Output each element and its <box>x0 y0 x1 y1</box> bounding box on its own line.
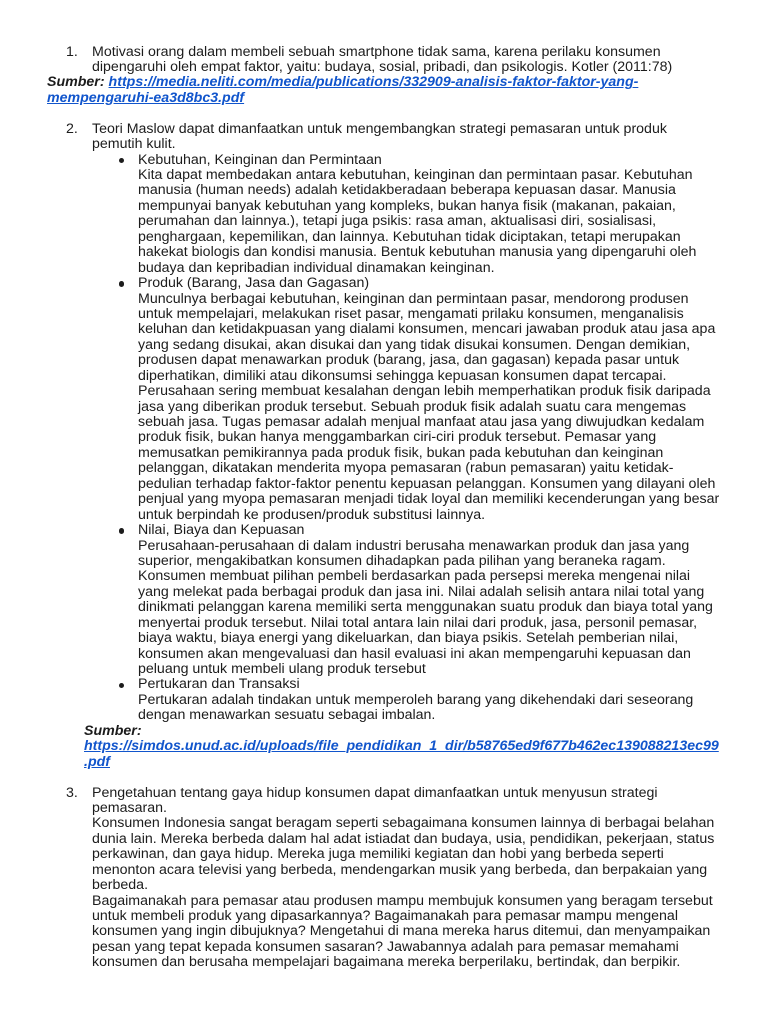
bullet-text-line: produsen dapat menawarkan produk (barang, jasa, dan gagasan) kepada pasar untuk <box>138 352 680 369</box>
text-row <box>0 508 768 523</box>
item-number: 2. <box>66 120 78 137</box>
body-text-line: dunia lain. Mereka berbeda dalam hal adat istiadat dan budaya, usia, pendidikan, pekerjaan, status <box>92 830 715 847</box>
list-item-2 <box>0 122 768 770</box>
document-body <box>0 45 768 971</box>
bullet-item-nilai <box>0 523 768 677</box>
text-row <box>0 523 768 538</box>
bullet-text-line: Perusahaan-perusahaan di dalam industri berusaha menawarkan produk dan jasa yang <box>138 537 690 554</box>
text-row <box>0 616 768 631</box>
bullet-text-line: diperhatikan, dimiliki atau dikonsumsi sehingga kepuasan konsumen dapat tercapai. <box>138 367 667 384</box>
list-item-3 <box>0 786 768 971</box>
bullet-item-pertukaran <box>0 677 768 723</box>
paragraph-spacer <box>0 106 768 121</box>
item-number: 3. <box>66 784 78 801</box>
bullet-text-line: penghargaan, kepemilikan, dan lainnya. Kebutuhan tidak diciptakan, tetapi merupakan <box>138 228 681 245</box>
text-row <box>0 183 768 198</box>
source-row <box>0 724 768 739</box>
text-row <box>0 353 768 368</box>
bullet-icon <box>119 281 125 287</box>
item-text-line: Pengetahuan tentang gaya hidup konsumen dapat dimanfaatkan untuk menyusun strategi <box>92 784 658 801</box>
body-text-line: untuk membeli produk yang dipasarkannya? Bagaimanakah para pemasar mampu mengenal <box>92 908 678 924</box>
text-row <box>0 631 768 646</box>
source-label: Sumber: <box>47 74 105 91</box>
bullet-icon <box>119 528 125 534</box>
text-row <box>0 137 768 152</box>
body-text-line: pesan yang tepat kepada konsumen sasaran? Jawabannya adalah para pemasar memahami <box>92 938 679 955</box>
bullet-text-line: manusia (human needs) adalah ketidakberadaan beberapa kepuasan dasar. Manusia <box>138 182 676 199</box>
text-row <box>0 677 768 692</box>
text-row <box>0 477 768 492</box>
text-row <box>0 924 768 939</box>
text-row <box>0 955 768 970</box>
bullet-text-line: budaya dan kepribadian individual dinamakan keinginan. <box>138 259 495 276</box>
text-row <box>0 292 768 307</box>
bullet-text-line: mempunyai banyak kebutuhan yang kompleks, bukan hanya fisik (makanan, pakaian, <box>138 197 676 214</box>
bullet-text-line: Pertukaran adalah tindakan untuk memperoleh barang yang dikehendaki dari seseorang <box>138 691 694 708</box>
bullet-text-line: sebuah jasa. Tugas pemasar adalah menjual manfaat atau jasa yang diwujudkan kedalam <box>138 414 705 430</box>
text-row <box>0 878 768 893</box>
text-row <box>0 153 768 168</box>
text-row <box>0 554 768 569</box>
text-row <box>0 230 768 245</box>
text-row <box>0 461 768 476</box>
text-row <box>0 214 768 229</box>
text-row <box>0 400 768 415</box>
source-row <box>0 739 768 754</box>
text-row <box>0 122 768 137</box>
item-text-line: pemutih kulit. <box>92 136 176 153</box>
text-row <box>0 847 768 862</box>
item-text-line: Teori Maslow dapat dimanfaatkan untuk mengembangkan strategi pemasaran untuk produk <box>92 120 667 137</box>
source-row <box>0 75 768 90</box>
text-row <box>0 369 768 384</box>
bullet-title: Produk (Barang, Jasa dan Gagasan) <box>138 275 370 292</box>
bullet-text-line: memusatkan pemikirannya pada produk fisik, bukan pada kebutuhan dan keinginan <box>138 444 664 461</box>
source-label: Sumber: <box>84 722 142 739</box>
bullet-title: Kebutuhan, Keinginan dan Permintaan <box>138 151 382 168</box>
text-row <box>0 816 768 831</box>
body-text-line: Konsumen Indonesia sangat beragam seperti sebagaimana konsumen lainnya di berbagai belahan <box>92 815 715 832</box>
source-link-neliti[interactable]: https://media.neliti.com/media/publications/332909-analisis-faktor-faktor-yang- <box>108 74 639 91</box>
bullet-text-line: biaya waktu, biaya energi yang dikeluarkan, dan biaya psikis. Setelah pemberian nilai, <box>138 630 679 647</box>
bullet-text-line: dinikmati pelanggan karena memiliki serta menggunakan suatu produk dan biaya total yang <box>138 599 713 616</box>
text-row <box>0 894 768 909</box>
bullet-text-line: pedulian terhadap faktor-faktor penentu kepuasan pelanggan. Konsumen yang dilayani oleh <box>138 475 716 492</box>
bullet-text-line: yang sedang disukai, akan disukai dan yang tidak disukai konsumen. Dengan demikian, <box>138 336 691 353</box>
list-item-1 <box>0 45 768 107</box>
text-row <box>0 539 768 554</box>
text-row <box>0 662 768 677</box>
bullet-text-line: hakekat biologis dan kondisi manusia. Bentuk kebutuhan manusia yang dipengaruhi oleh <box>138 244 697 261</box>
bullet-text-line: penjual yang myopa pemasaran menjadi tidak loyal dan memiliki kecenderungan yang besar <box>138 491 720 508</box>
bullet-text-line: keluhan dan ketidakpuasan yang dialami konsumen, mencari jawaban produk atau jasa apa <box>138 321 716 338</box>
bullet-icon <box>119 683 125 689</box>
bullet-text-line: perumahan dan lainnya.), tetapi juga psikis: rasa aman, aktualisasi diri, sosialisasi, <box>138 213 657 230</box>
bullet-text-line: Perusahaan sering membuat kesalahan dengan lebih memperhatikan produk fisik daripada <box>138 383 711 400</box>
text-row <box>0 585 768 600</box>
text-row <box>0 786 768 801</box>
text-row <box>0 492 768 507</box>
bullet-text-line: dengan menawarkan sesuatu sebagai imbalan. <box>138 707 436 724</box>
bullet-title: Pertukaran dan Transaksi <box>138 676 300 693</box>
text-row <box>0 430 768 445</box>
bullet-icon <box>119 158 125 164</box>
bullet-text-line: produk fisik, bukan hanya menggambarkan ciri-ciri produk tersebut. Pemasar yang <box>138 429 657 446</box>
text-row <box>0 415 768 430</box>
item-text-line: Motivasi orang dalam membeli sebuah smartphone tidak sama, karena perilaku konsumen <box>92 43 661 60</box>
item-text-line: dipengaruhi oleh empat faktor, yaitu: budaya, sosial, pribadi, dan psikologis. Kotler (2011:78) <box>92 58 673 75</box>
text-row <box>0 801 768 816</box>
bullet-text-line: untuk mempelajari, melakukan riset pasar, mengamati prilaku konsumen, menganalisis <box>138 305 684 322</box>
text-row <box>0 446 768 461</box>
bullet-text-line: peluang untuk membeli ulang produk tersebut <box>138 661 426 677</box>
paragraph-spacer <box>0 770 768 785</box>
bullet-text-line: Konsumen membuat pilihan pembeli berdasarkan pada persepsi mereka mengenai nilai <box>138 568 691 585</box>
text-row <box>0 909 768 924</box>
text-row <box>0 693 768 708</box>
text-row <box>0 569 768 584</box>
body-text-line: Bagaimanakah para pemasar atau produsen mampu membujuk konsumen yang beragam tersebut <box>92 892 713 909</box>
bullet-text-line: konsumen akan mengevaluasi dan hasil evaluasi ini akan mempengaruhi kepuasan dan <box>138 645 691 662</box>
source-link-neliti[interactable]: mempengaruhi-ea3d8bc3.pdf <box>47 89 245 106</box>
text-row <box>0 168 768 183</box>
body-text-line: berbeda. <box>92 877 149 894</box>
bullet-text-line: yang melekat pada berbagai produk dan jasa ini. Nilai adalah selisih antara nilai total yang <box>138 583 705 600</box>
bullet-text-line: untuk berpindah ke produsen/produk substitusi lainnya. <box>138 506 486 523</box>
item-number: 1. <box>66 43 78 60</box>
source-link-simdos[interactable]: .pdf <box>84 753 110 770</box>
body-text-line: perkawinan, dan gaya hidup. Mereka juga memiliki kegiatan dan hobi yang berbeda seperti <box>92 846 664 863</box>
bullet-text-line: Kita dapat membedakan antara kebutuhan, keinginan dan permintaan pasar. Kebutuhan <box>138 167 693 183</box>
text-row <box>0 940 768 955</box>
text-row <box>0 384 768 399</box>
bullet-item-produk <box>0 276 768 523</box>
bullet-text-line: pelanggan, dikatakan menderita myopa pemasaran (rabun pemasaran) yaitu ketidak- <box>138 460 674 477</box>
text-row <box>0 261 768 276</box>
text-row <box>0 600 768 615</box>
body-text-line: menonton acara televisi yang berbeda, mendengarkan musik yang berbeda, dan berpakaian yang <box>92 861 708 878</box>
text-row <box>0 45 768 60</box>
text-row <box>0 708 768 723</box>
text-row <box>0 863 768 878</box>
text-row <box>0 832 768 847</box>
text-row <box>0 276 768 291</box>
source-link-simdos[interactable]: https://simdos.unud.ac.id/uploads/file_pendidikan_1_dir/b58765ed9f677b462ec139088213ec99 <box>84 738 719 755</box>
bullet-text-line: jasa yang diberikan produk tersebut. Sebuah produk fisik adalah suatu cara mengemas <box>138 398 687 415</box>
text-row <box>0 60 768 75</box>
text-row <box>0 199 768 214</box>
text-row <box>0 322 768 337</box>
bullet-text-line: menyertai produk tersebut. Nilai total antara lain nilai dari produk, jasa, personil pemasar, <box>138 614 698 631</box>
bullet-text-line: superior, mengakibatkan konsumen dihadapkan pada pilihan yang beraneka ragam. <box>138 552 666 569</box>
text-row <box>0 307 768 322</box>
bullet-item-kebutuhan <box>0 153 768 277</box>
body-text-line: konsumen yang ingin dibujuknya? Mengetahui di mana mereka harus ditemui, dan menyampaikan <box>92 923 711 940</box>
text-row <box>0 245 768 260</box>
source-row <box>0 755 768 770</box>
bullet-title: Nilai, Biaya dan Kepuasan <box>138 522 305 539</box>
text-row <box>0 647 768 662</box>
body-text-line: konsumen dan berusaha mempelajari bagaimana mereka berperilaku, bertindak, dan berpikir. <box>92 954 681 971</box>
bullet-text-line: Munculnya berbagai kebutuhan, keinginan dan permintaan pasar, mendorong produsen <box>138 290 689 307</box>
text-row <box>0 338 768 353</box>
source-row <box>0 91 768 106</box>
item-text-line: pemasaran. <box>92 799 167 816</box>
